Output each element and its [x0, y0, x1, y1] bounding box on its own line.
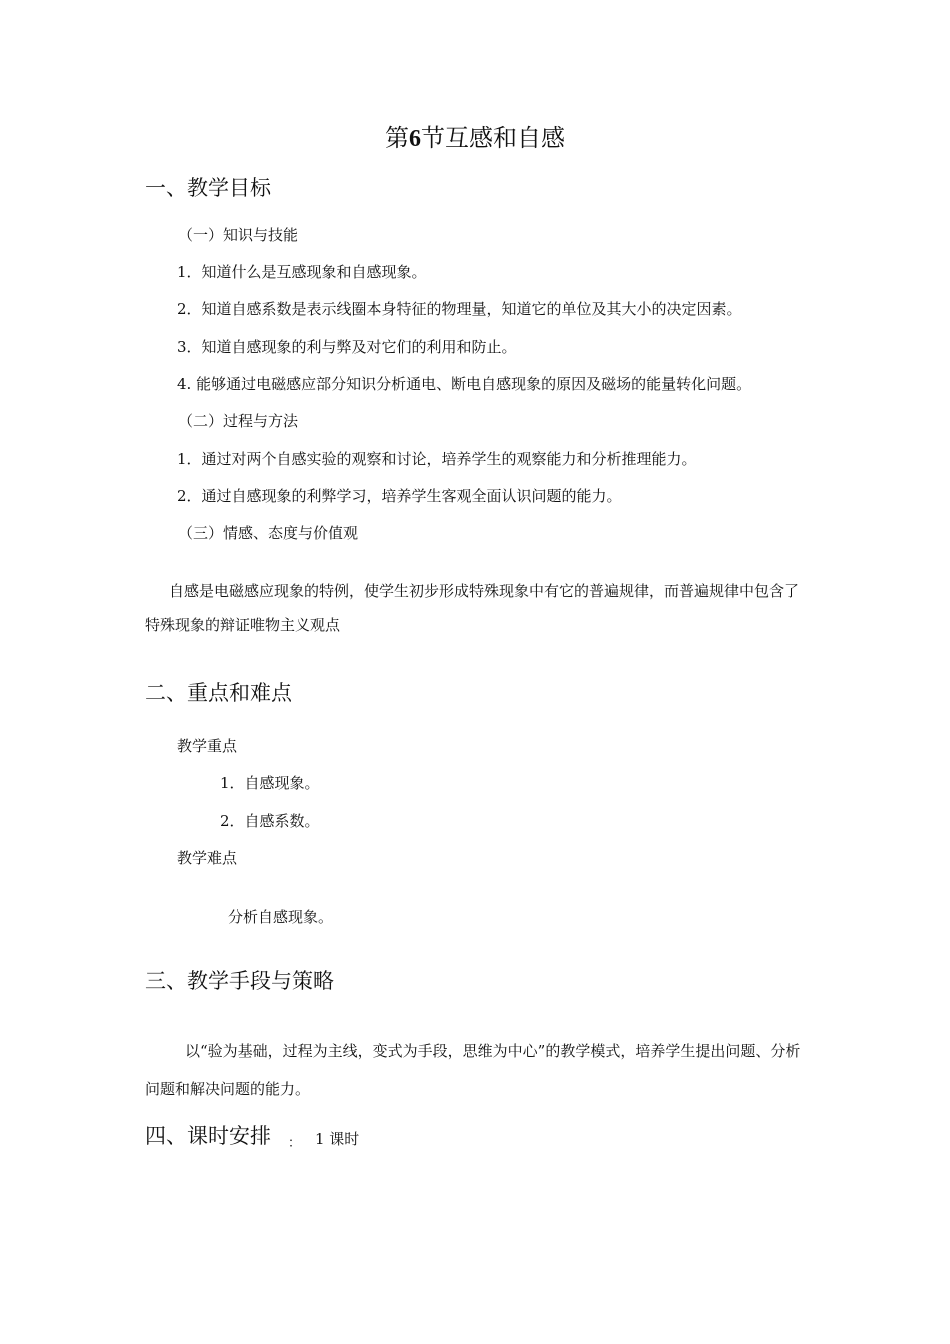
difficulty-text: 分析自感现象。 — [228, 908, 334, 926]
schedule-separator: ： — [288, 1136, 302, 1151]
values-paragraph: 自感是电磁感应现象的特例，使学生初步形成特殊现象中有它的普遍规律，而普遍规律中包含了特殊现象的辩证唯物主义观点 — [145, 582, 800, 634]
subheading-values: （三）情感、态度与价值观 — [178, 524, 359, 542]
objective-item: 1．知道什么是互感现象和自感现象。 — [177, 263, 427, 281]
subheading-knowledge-skills: （一）知识与技能 — [178, 226, 299, 244]
objective-item: 2．通过自感现象的利弊学习，培养学生客观全面认识问题的能力。 — [177, 487, 622, 505]
section-heading-schedule: 四、课时安排 — [145, 1124, 271, 1148]
schedule-value: 1 课时 — [315, 1130, 360, 1148]
key-points-label: 教学重点 — [177, 737, 238, 755]
section-heading-objectives: 一、教学目标 — [145, 176, 271, 200]
subheading-process-methods: （二）过程与方法 — [178, 412, 299, 430]
title-suffix: 节互感和自感 — [421, 124, 565, 152]
strategy-paragraph: 以“验为基础，过程为主线，变式为手段，思维为中心”的教学模式，培养学生提出问题、分析问题和解决问题的能力。 — [145, 1042, 801, 1098]
objective-item: 4. 能够通过电磁感应部分知识分析通电、断电自感现象的原因及磁场的能量转化问题。 — [177, 375, 752, 393]
section-heading-strategy: 三、教学手段与策略 — [145, 969, 334, 993]
page-title — [0, 118, 950, 153]
key-point-item: 2．自感系数。 — [220, 812, 320, 830]
objective-item: 1．通过对两个自感实验的观察和讨论，培养学生的观察能力和分析推理能力。 — [177, 450, 697, 468]
key-point-item: 1．自感现象。 — [220, 774, 320, 792]
section-heading-key-points: 二、重点和难点 — [145, 681, 292, 705]
title-number: 6 — [409, 126, 421, 152]
difficulty-label: 教学难点 — [177, 849, 238, 867]
title-prefix: 第 — [385, 124, 409, 152]
objective-item: 3．知道自感现象的利与弊及对它们的利用和防止。 — [177, 338, 517, 356]
objective-item: 2．知道自感系数是表示线圈本身特征的物理量，知道它的单位及其大小的决定因素。 — [177, 300, 742, 318]
